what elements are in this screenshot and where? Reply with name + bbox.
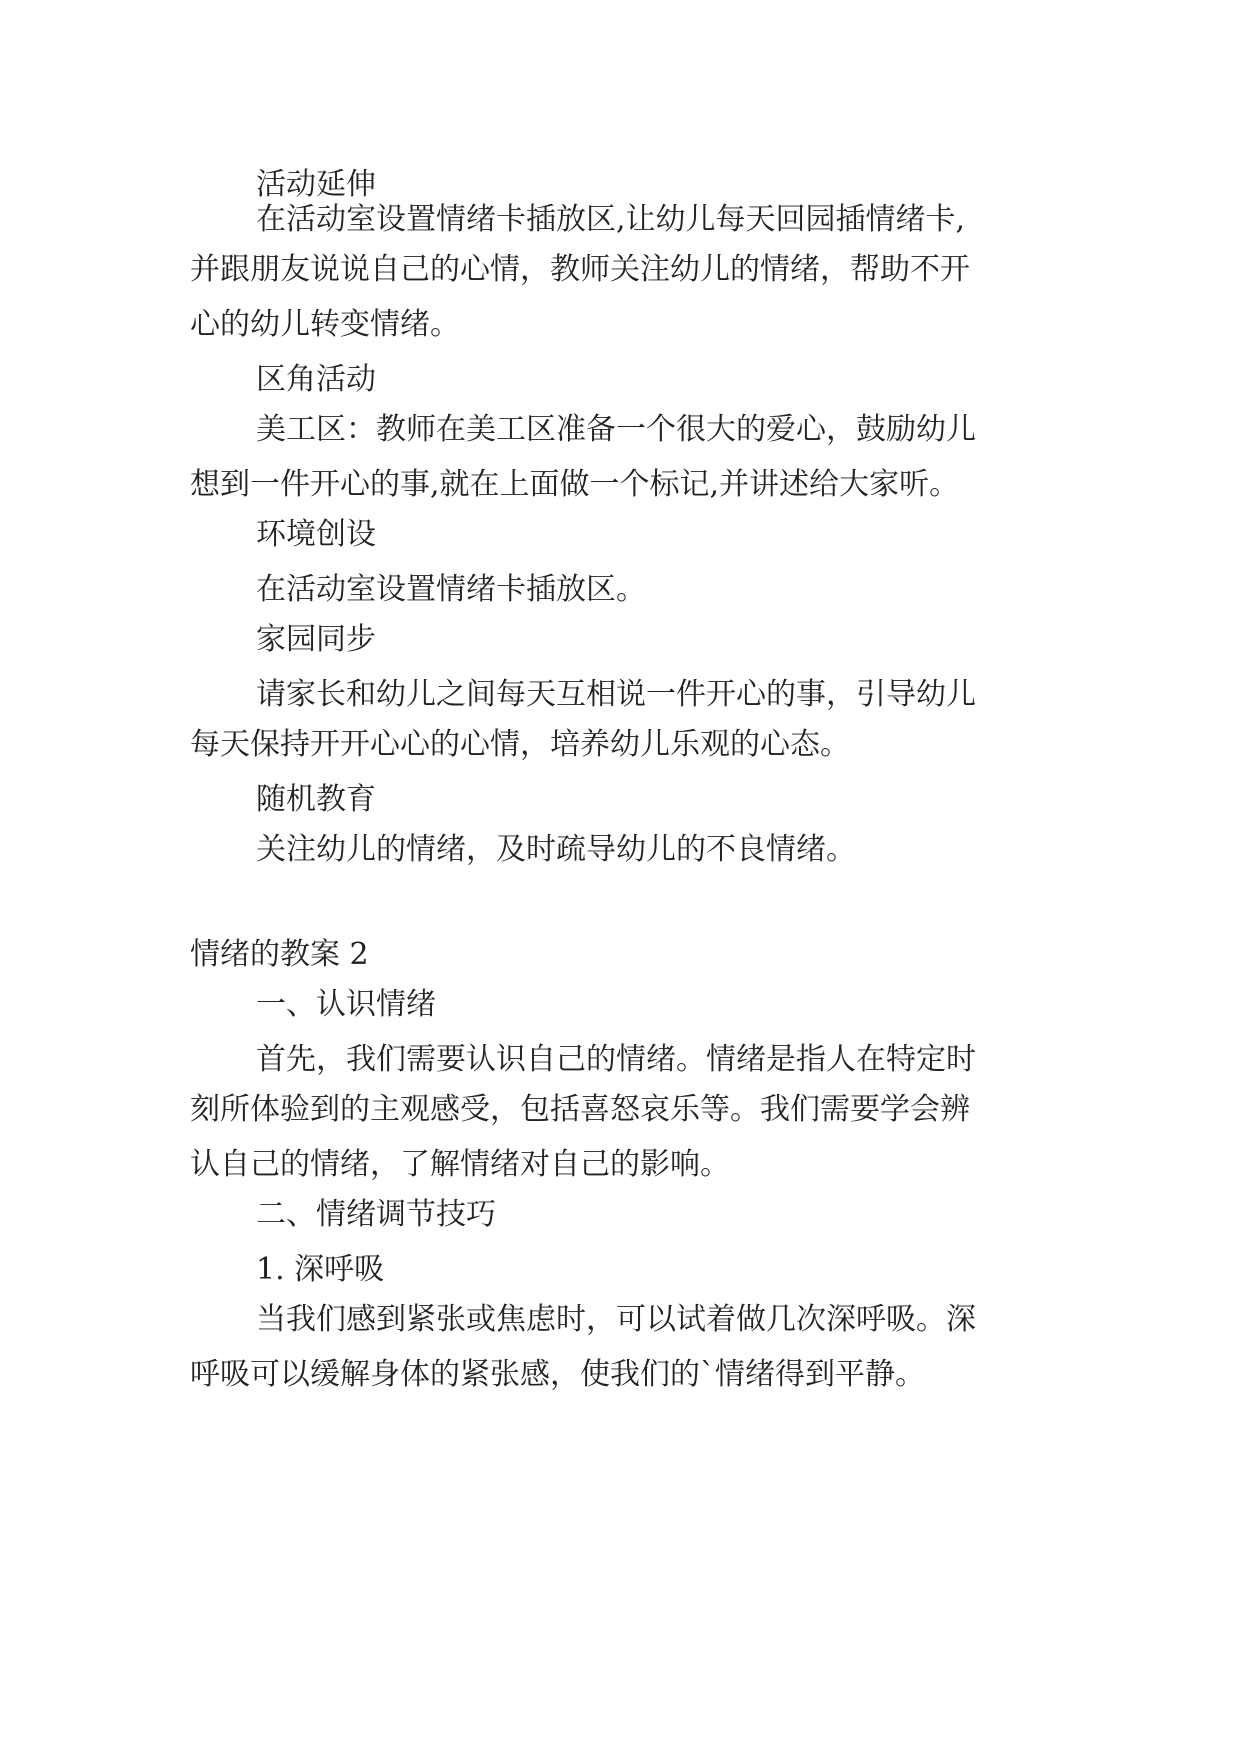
paragraph-line: 首先，我们需要认识自己的情绪。情绪是指人在特定时 bbox=[256, 1042, 976, 1077]
heading-random-education: 随机教育 bbox=[256, 782, 376, 817]
paragraph-line: 并跟朋友说说自己的心情，教师关注幼儿的情绪，帮助不开 bbox=[190, 252, 970, 287]
paragraph-line: 美工区：教师在美工区准备一个很大的爱心，鼓励幼儿 bbox=[256, 412, 976, 447]
paragraph-line: 当我们感到紧张或焦虑时，可以试着做几次深呼吸。深 bbox=[256, 1302, 976, 1337]
paragraph-line: 心的幼儿转变情绪。 bbox=[190, 307, 460, 342]
heading-regulation-skills: 二、情绪调节技巧 bbox=[256, 1197, 496, 1232]
paragraph-line: 想到一件开心的事,就在上面做一个标记,并讲述给大家听。 bbox=[190, 467, 960, 502]
paragraph-line: 呼吸可以缓解身体的紧张感，使我们的`情绪得到平静。 bbox=[190, 1357, 925, 1392]
paragraph-line: 刻所体验到的主观感受，包括喜怒哀乐等。我们需要学会辨 bbox=[190, 1092, 970, 1127]
paragraph-line: 关注幼儿的情绪，及时疏导幼儿的不良情绪。 bbox=[256, 832, 856, 867]
paragraph-line: 在活动室设置情绪卡插放区,让幼儿每天回园插情绪卡, bbox=[256, 202, 966, 237]
heading-home-school: 家园同步 bbox=[256, 622, 376, 657]
heading-activity-extension: 活动延伸 bbox=[256, 167, 376, 202]
paragraph-line: 认自己的情绪，了解情绪对自己的影响。 bbox=[190, 1147, 730, 1182]
heading-environment: 环境创设 bbox=[256, 517, 376, 552]
paragraph-line: 在活动室设置情绪卡插放区。 bbox=[256, 572, 646, 607]
paragraph-line: 每天保持开开心心的心情，培养幼儿乐观的心态。 bbox=[190, 727, 850, 762]
heading-corner-activity: 区角活动 bbox=[256, 362, 376, 397]
section-title: 情绪的教案 2 bbox=[190, 937, 369, 972]
heading-deep-breathing: 1. 深呼吸 bbox=[256, 1252, 385, 1287]
paragraph-line: 请家长和幼儿之间每天互相说一件开心的事，引导幼儿 bbox=[256, 677, 976, 712]
heading-recognize-emotion: 一、认识情绪 bbox=[256, 987, 436, 1022]
